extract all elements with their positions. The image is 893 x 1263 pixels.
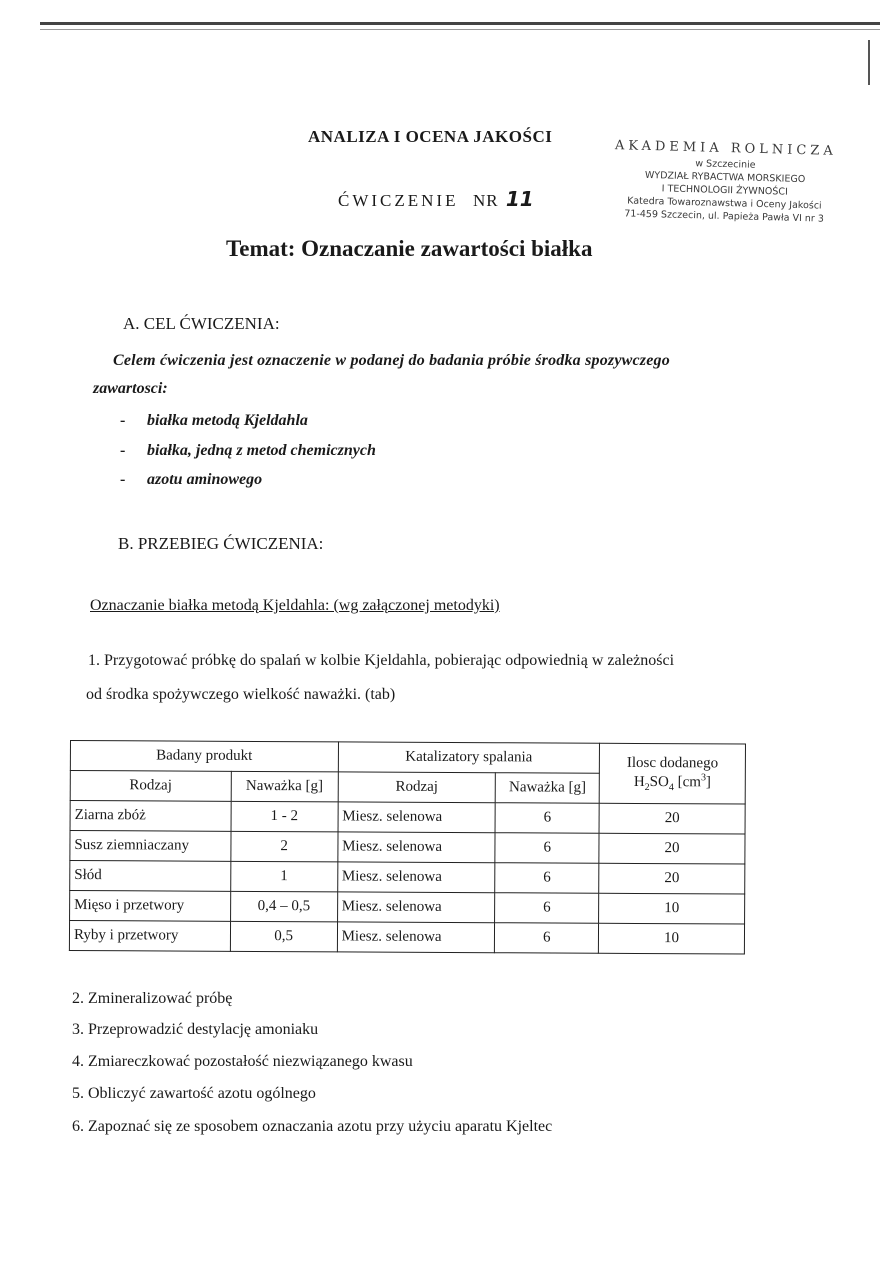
- cell-acid: 20: [599, 803, 745, 834]
- page-title: Temat: Oznaczanie zawartości białka: [226, 236, 593, 261]
- cell-product: Słód: [70, 861, 231, 892]
- step-item: 4. Zmiareczkować pozostałość niezwiązanego kwasu: [72, 1053, 413, 1070]
- header-catalyst-kind: Rodzaj: [338, 772, 496, 803]
- institution-stamp: [601, 137, 849, 226]
- method-heading: Oznaczanie białka metodą Kjeldahla: (wg załączonej metodyki): [90, 597, 500, 614]
- table-row: [70, 891, 745, 925]
- table-header-row: [70, 741, 745, 775]
- exercise-heading: [338, 187, 534, 211]
- step-item: 2. Zmineralizować próbę: [72, 990, 233, 1007]
- stamp-line-3: WYDZIAŁ RYBACTWA MORSKIEGO: [644, 169, 806, 186]
- exercise-nr-label: NR: [472, 191, 499, 210]
- header-catalyst-group: Katalizatory spalania: [338, 742, 600, 773]
- header-product-weight: Naważka [g]: [231, 771, 338, 802]
- sample-weight-table: [69, 740, 746, 955]
- cell-catalyst: Miesz. selenowa: [337, 862, 495, 893]
- table-row: [70, 831, 745, 865]
- goal-bullet-item: - białka metodą Kjeldahla: [120, 412, 308, 429]
- cell-catalyst-weight: 6: [495, 833, 599, 864]
- step-item: 5. Obliczyć zawartość azotu ogólnego: [72, 1085, 316, 1102]
- goal-text-line-2: zawartosci:: [93, 380, 168, 397]
- stamp-line-1: AKADEMIA ROLNICZA: [614, 138, 837, 159]
- header-product-group: Badany produkt: [70, 741, 338, 772]
- scan-edge-mark: [868, 40, 870, 85]
- cell-product: Ryby i przetwory: [69, 921, 230, 952]
- step-item: 6. Zapoznać się ze sposobem oznaczania azotu przy użyciu aparatu Kjeltec: [72, 1118, 553, 1135]
- scan-top-rule-thin: [40, 29, 880, 30]
- table-row: [69, 921, 744, 955]
- step-1-line-1: 1. Przygotować próbkę do spalań w kolbie Kjeldahla, pobierając odpowiednią w zależności: [88, 652, 675, 669]
- cell-catalyst-weight: 6: [495, 923, 599, 954]
- header-product-kind: Rodzaj: [70, 771, 231, 802]
- cell-acid: 20: [599, 833, 745, 864]
- goal-bullet-item: - azotu aminowego: [120, 471, 263, 488]
- scan-top-rule: [40, 22, 880, 25]
- stamp-line-6: 71-459 Szczecin, ul. Papieża Pawła VI nr 3: [624, 208, 824, 225]
- exercise-number-handwritten: 11: [505, 187, 534, 211]
- step-1-line-2: od środka spożywczego wielkość naważki. (tab): [86, 686, 396, 703]
- cell-product: Susz ziemniaczany: [70, 831, 231, 862]
- goal-text-line-1: Celem ćwiczenia jest oznaczenie w podanej do badania próbie środka spozywczego: [113, 352, 670, 369]
- cell-weight: 1 - 2: [231, 801, 338, 832]
- cell-acid: 10: [599, 893, 745, 924]
- cell-catalyst-weight: 6: [495, 893, 599, 924]
- goal-bullet-item: - białka, jedną z metod chemicznych: [120, 442, 376, 459]
- cell-product: Mięso i przetwory: [70, 891, 231, 922]
- cell-acid: 20: [599, 863, 745, 894]
- cell-weight: 0,4 – 0,5: [230, 891, 337, 922]
- cell-catalyst-weight: 6: [495, 803, 599, 834]
- step-item: 3. Przeprowadzić destylację amoniaku: [72, 1021, 319, 1038]
- table-row: [70, 861, 745, 895]
- stamp-line-5: Katedra Towaroznawstwa i Oceny Jakości: [627, 195, 822, 212]
- course-title: ANALIZA I OCENA JAKOŚCI: [308, 127, 553, 146]
- stamp-line-4: I TECHNOLOGII ŻYWNOŚCI: [661, 183, 788, 198]
- cell-catalyst: Miesz. selenowa: [337, 922, 495, 953]
- section-b-heading: B. PRZEBIEG ĆWICZENIA:: [118, 534, 324, 553]
- table-row: [70, 801, 745, 835]
- header-acid-amount: Ilosc dodanego $H_2SO_4$ $[cm^3]$: [599, 743, 745, 804]
- cell-acid: 10: [599, 923, 745, 954]
- stamp-line-2: w Szczecinie: [695, 158, 756, 171]
- cell-catalyst: Miesz. selenowa: [337, 892, 495, 923]
- cell-catalyst-weight: 6: [495, 863, 599, 894]
- cell-catalyst: Miesz. selenowa: [338, 802, 496, 833]
- section-a-heading: A. CEL ĆWICZENIA:: [123, 314, 280, 333]
- header-catalyst-weight: Naważka [g]: [496, 773, 600, 804]
- exercise-label: ĆWICZENIE: [338, 191, 459, 210]
- cell-catalyst: Miesz. selenowa: [338, 832, 496, 863]
- cell-weight: 2: [231, 831, 338, 862]
- cell-weight: 1: [230, 861, 337, 892]
- cell-product: Ziarna zbóż: [70, 801, 231, 832]
- cell-weight: 0,5: [230, 921, 337, 952]
